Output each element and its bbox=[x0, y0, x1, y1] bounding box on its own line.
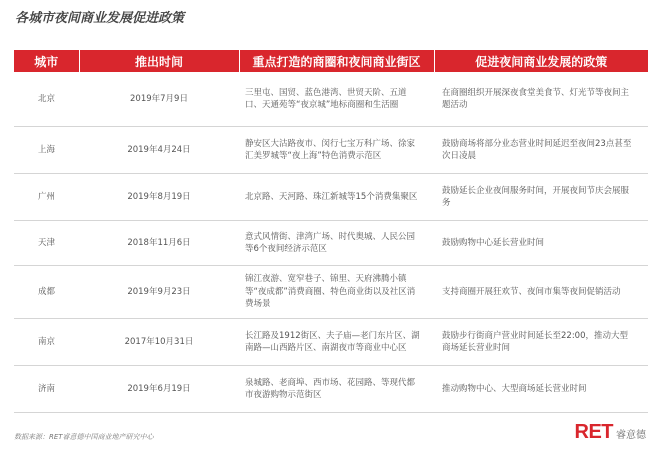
brand-name: 睿意德 bbox=[616, 430, 646, 441]
policy-table bbox=[14, 50, 648, 413]
brand-logo-text: RET bbox=[574, 421, 613, 443]
cell-areas: 长江路及1912街区、夫子庙—老门东片区、湖南路—山西路片区、南湖夜市等商业中心区 bbox=[239, 319, 434, 366]
cell-date: 2019年4月24日 bbox=[79, 127, 239, 174]
cell-city: 广州 bbox=[14, 174, 79, 221]
page-title: 各城市夜间商业发展促进政策 bbox=[15, 11, 185, 26]
table-row bbox=[14, 174, 648, 221]
cell-date: 2017年10月31日 bbox=[79, 319, 239, 366]
cell-date: 2019年6月19日 bbox=[79, 366, 239, 413]
table-header-row bbox=[14, 50, 648, 72]
cell-policy: 鼓励步行街商户营业时间延长至22:00，推动大型商场延长营业时间 bbox=[434, 319, 648, 366]
cell-areas: 锦江夜游、宽窄巷子、锦里、天府沸腾小镇等“夜成都”消费商圈、特色商业街以及社区消费场景 bbox=[239, 266, 434, 319]
header-city: 城市 bbox=[14, 50, 79, 72]
table-row bbox=[14, 366, 648, 413]
table-row bbox=[14, 319, 648, 366]
cell-areas: 三里屯、国贸、蓝色港湾、世贸天阶、五道口、天通苑等“夜京城”地标商圈和生活圈 bbox=[239, 72, 434, 127]
cell-date: 2019年9月23日 bbox=[79, 266, 239, 319]
cell-date: 2018年11月6日 bbox=[79, 221, 239, 266]
cell-policy: 鼓励购物中心延长营业时间 bbox=[434, 221, 648, 266]
cell-city: 南京 bbox=[14, 319, 79, 366]
cell-date: 2019年7月9日 bbox=[79, 72, 239, 127]
header-areas: 重点打造的商圈和夜间商业街区 bbox=[239, 50, 434, 72]
cell-areas: 泉城路、老商埠、西市场、花园路、等现代都市夜游购物示范街区 bbox=[239, 366, 434, 413]
brand-logo bbox=[575, 421, 647, 444]
cell-areas: 意式风情街、津湾广场、时代奥城、人民公园等6个夜间经济示范区 bbox=[239, 221, 434, 266]
header-date: 推出时间 bbox=[79, 50, 239, 72]
table-row bbox=[14, 127, 648, 174]
cell-date: 2019年8月19日 bbox=[79, 174, 239, 221]
cell-city: 天津 bbox=[14, 221, 79, 266]
cell-city: 北京 bbox=[14, 72, 79, 127]
cell-policy: 鼓励延长企业夜间服务时间，开展夜间节庆会展服务 bbox=[434, 174, 648, 221]
cell-policy: 在商圈组织开展深夜食堂美食节、灯光节等夜间主题活动 bbox=[434, 72, 648, 127]
cell-city: 成都 bbox=[14, 266, 79, 319]
table-row bbox=[14, 72, 648, 127]
cell-policy: 支持商圈开展狂欢节、夜间市集等夜间促销活动 bbox=[434, 266, 648, 319]
cell-city: 济南 bbox=[14, 366, 79, 413]
table-row bbox=[14, 266, 648, 319]
header-policy: 促进夜间商业发展的政策 bbox=[434, 50, 648, 72]
cell-policy: 鼓励商场将部分业态营业时间延迟至夜间23点甚至次日凌晨 bbox=[434, 127, 648, 174]
source-note: 数据来源：RET睿意德中国商业地产研究中心 bbox=[14, 433, 154, 441]
cell-areas: 静安区大沽路夜市、闵行七宝万科广场、徐家汇美罗城等“夜上海”特色消费示范区 bbox=[239, 127, 434, 174]
table-row bbox=[14, 221, 648, 266]
cell-areas: 北京路、天河路、珠江新城等15个消费集聚区 bbox=[239, 174, 434, 221]
cell-city: 上海 bbox=[14, 127, 79, 174]
cell-policy: 推动购物中心、大型商场延长营业时间 bbox=[434, 366, 648, 413]
